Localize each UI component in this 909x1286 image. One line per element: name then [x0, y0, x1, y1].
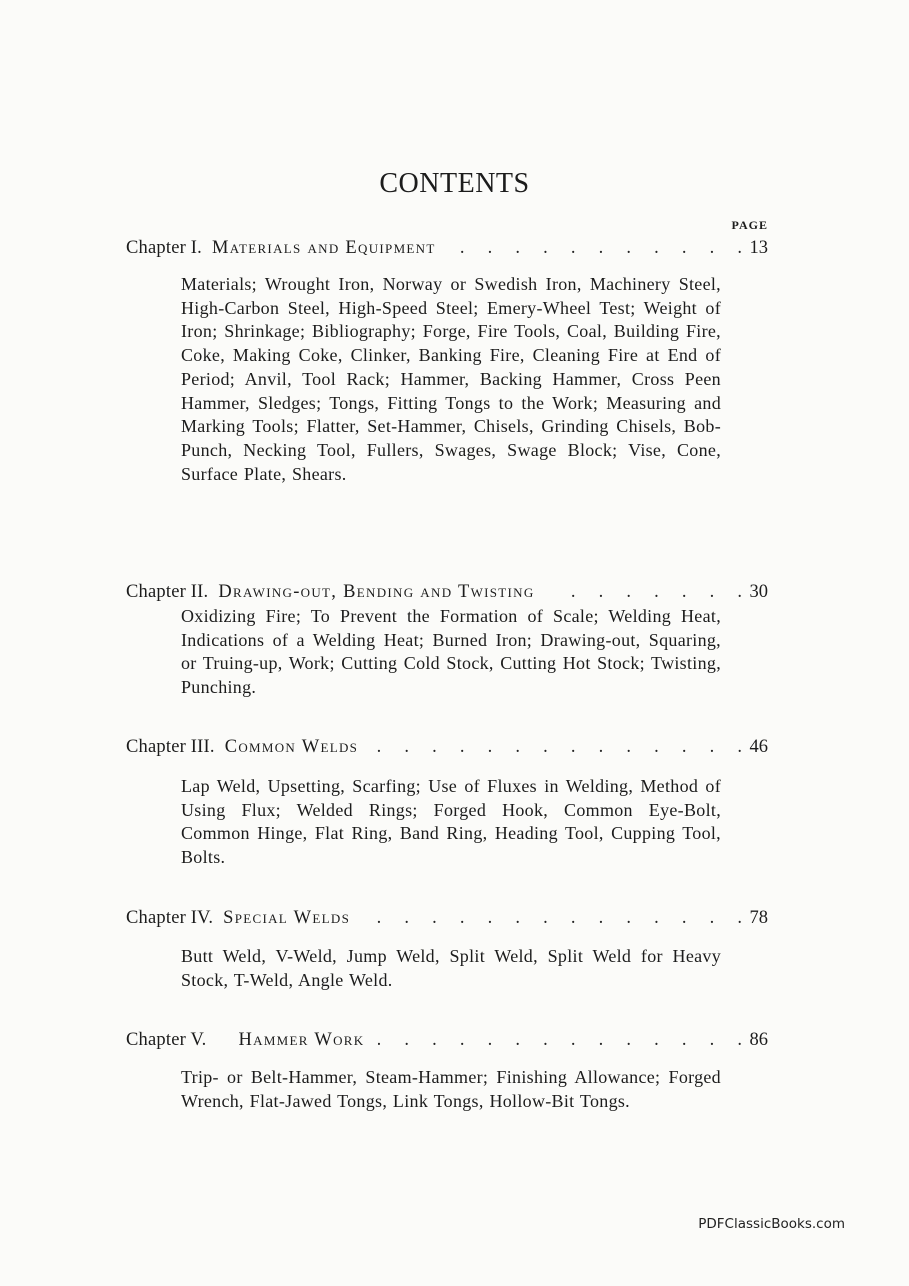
chapter-title: Drawing-out, Bending and Twisting [218, 582, 535, 602]
chapter-entry [126, 581, 768, 603]
chapter-description: Butt Weld, V-Weld, Jump Weld, Split Weld, Split Weld for Heavy Stock, T-Weld, Angle Weld. [181, 946, 721, 990]
chapter-page: 78 [749, 908, 768, 928]
chapter-title: Materials and Equipment [211, 238, 436, 258]
chapter-number: Chapter II. [126, 582, 209, 602]
chapter-description: Trip- or Belt-Hammer, Steam-Hammer; Finishing Allowance; Forged Wrench, Flat-Jawed Tongs, Link Tongs, Hollow-Bit Tongs. [181, 1067, 721, 1111]
chapter-page: 30 [749, 582, 768, 602]
chapter-title: Hammer Work [238, 1030, 365, 1050]
dot-leader [364, 907, 742, 929]
dot-leader [372, 736, 742, 758]
chapter-entry [126, 237, 768, 259]
page-column-label: PAGE [731, 218, 768, 232]
watermark-footer: PDFClassicBooks.com [698, 1216, 845, 1232]
page-title: CONTENTS [379, 168, 530, 199]
dot-leader [378, 1029, 742, 1051]
chapter-page: 86 [749, 1030, 768, 1050]
chapter-description: Lap Weld, Upsetting, Scarfing; Use of Fluxes in Welding, Method of Using Flux; Welded Rings; Forged Hook, Common Eye-Bolt, Common Hinge, Flat Ring, Band Ring, Heading Tool, Cupping Tool, Bolts. [181, 776, 721, 868]
chapter-entry [126, 1029, 768, 1051]
chapter-number: Chapter I. [126, 238, 202, 258]
chapter-title: Common Welds [224, 737, 359, 757]
chapter-page: 13 [749, 238, 768, 258]
chapter-entry [126, 736, 768, 758]
chapter-description: Materials; Wrought Iron, Norway or Swedish Iron, Machinery Steel, High-Carbon Steel, High-Speed Steel; Emery-Wheel Test; Weight of Iron; Shrinkage; Bibliography; Forge, Fire Tools, Coal, Building Fire, Coke, Making Coke, Clinker, Banking Fire, Cleaning Fire at End of Period; Anvil, Tool Rack; Hammer, Backing Hammer, Cross Peen Hammer, Sledges; Tongs, Fitting Tongs to the Work; Measuring and Marking Tools; Flatter, Set-Hammer, Chisels, Grinding Chisels, Bob-Punch, Necking Tool, Fullers, Swages, Swage Block; Vise, Cone, Surface Plate, Shears. [181, 274, 721, 484]
dot-leader [549, 581, 742, 603]
dot-leader [450, 237, 742, 259]
chapter-entry [126, 907, 768, 929]
chapter-page: 46 [749, 737, 768, 757]
chapter-description: Oxidizing Fire; To Prevent the Formation of Scale; Welding Heat, Indications of a Welding Heat; Burned Iron; Drawing-out, Squaring, or Truing-up, Work; Cutting Cold Stock, Cutting Hot Stock; Twisting, Punching. [181, 606, 721, 698]
chapter-title: Special Welds [223, 908, 351, 928]
chapter-number: Chapter IV. [126, 908, 214, 928]
chapter-number: Chapter III. [126, 737, 215, 757]
chapter-number: Chapter V. [126, 1030, 207, 1050]
